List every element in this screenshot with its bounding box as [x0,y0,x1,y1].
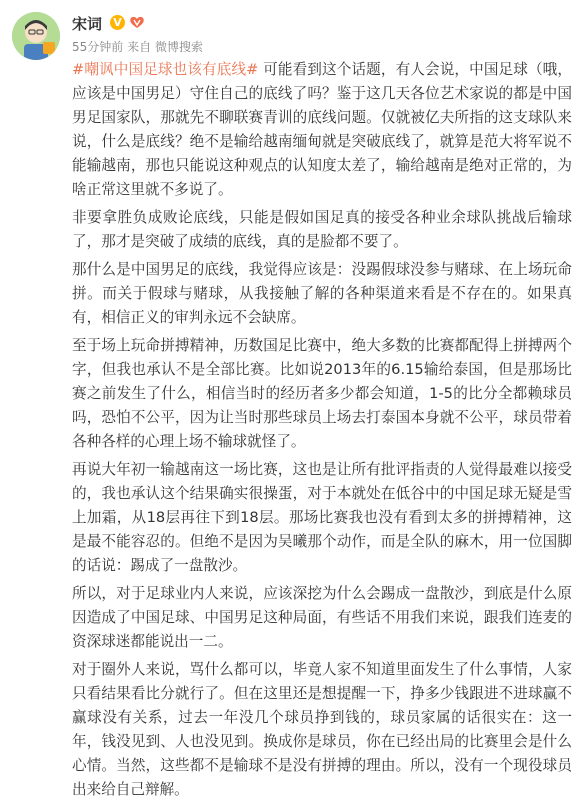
post-paragraph: 非要拿胜负成败论底线，只能是假如国足真的接受各种业余球队挑战后输球了，那才是突破了成绩的底线，真的是脸都不要了。 [72,209,572,250]
avatar-illustration [12,12,60,60]
source-prefix: 来自 [127,40,152,54]
post-paragraph: 至于场上玩命拼搏精神，历数国足比赛中，绝大多数的比赛都配得上拼搏两个字，但我也承认不是全部比赛。比如说2013年的6.15输给泰国，但是那场比赛之前发生了什么，相信当时的经历者多少都会知道，1-5的比分全都赖球员吗，恐怕不公平，因为让当时那些球员上场去打泰国本身就不公平，球员带着各种各样的心理上场不输球就怪了。 [72,337,572,450]
author-name[interactable]: 宋词 [72,15,103,33]
post-source[interactable]: 微博搜索 [154,40,203,54]
post-paragraph: 那什么是中国男足的底线，我觉得应该是：没踢假球没参与赌球、在上场玩命拼。而关于假球与赌球，从我接触了解的各种渠道来看是不存在的。如果真有，相信正义的审判永远不会缺席。 [72,261,572,326]
author-avatar[interactable] [12,12,60,60]
post-content [72,58,572,806]
paragraph-text: 可能看到这个话题，有人会说，中国足球（哦，应该是中国男足）守住自己的底线了吗？鉴于这几天各位艺术家说的都是中国男足国家队，那就先不聊联赛青训的底线问题。仅就被亿夫所指的这支球队来说，什么是底线？绝不是输给越南缅甸就是突破底线了，就算是范大将军说不能输越南，那也只能说这种观点的认知度太差了，输给越南是绝对正常的，为啥正常这里就不多说了。 [72,61,572,198]
vip-fan-icon [128,15,146,34]
post-time[interactable]: 55分钟前 [72,40,124,54]
post-paragraph: 所以，对于足球业内人来说，应该深挖为什么会踢成一盘散沙，到底是什么原因造成了中国足球、中国男足这种局面，有些话不用我们来说，跟我们连麦的资深球迷都能说出一二。 [72,585,572,650]
post-paragraph [72,58,572,202]
post-meta [72,38,203,55]
topic-link[interactable]: #嘲讽中国足球也该有底线# [72,61,259,78]
post-paragraph: 再说大年初一输越南这一场比赛，这也是让所有批评指责的人觉得最难以接受的，我也承认这个结果确实很操蛋，对于本就处在低谷中的中国足球无疑是雪上加霜，从18层再往下到18层。那场比赛我也没有看到太多的拼搏精神，这是最不能容忍的。但绝不是因为吴曦那个动作，而是全队的麻木，用一位国脚的话说：踢成了一盘散沙。 [72,461,572,574]
post-paragraph: 对于圈外人来说，骂什么都可以，毕竟人家不知道里面发生了什么事情，人家只看结果看比分就行了。但在这里还是想提醒一下，挣多少钱跟进不进球赢不赢球没有关系，过去一年没几个球员挣到钱的，球员家属的话很实在：这一年，钱没见到、人也没见到。换成你是球员，你在已经出局的比赛里会是什么心情。当然，这些都不是输球不是没有拼搏的理由。所以，没有一个现役球员出来给自己辩解。 [72,661,572,798]
verified-badge-icon: V [110,15,125,30]
